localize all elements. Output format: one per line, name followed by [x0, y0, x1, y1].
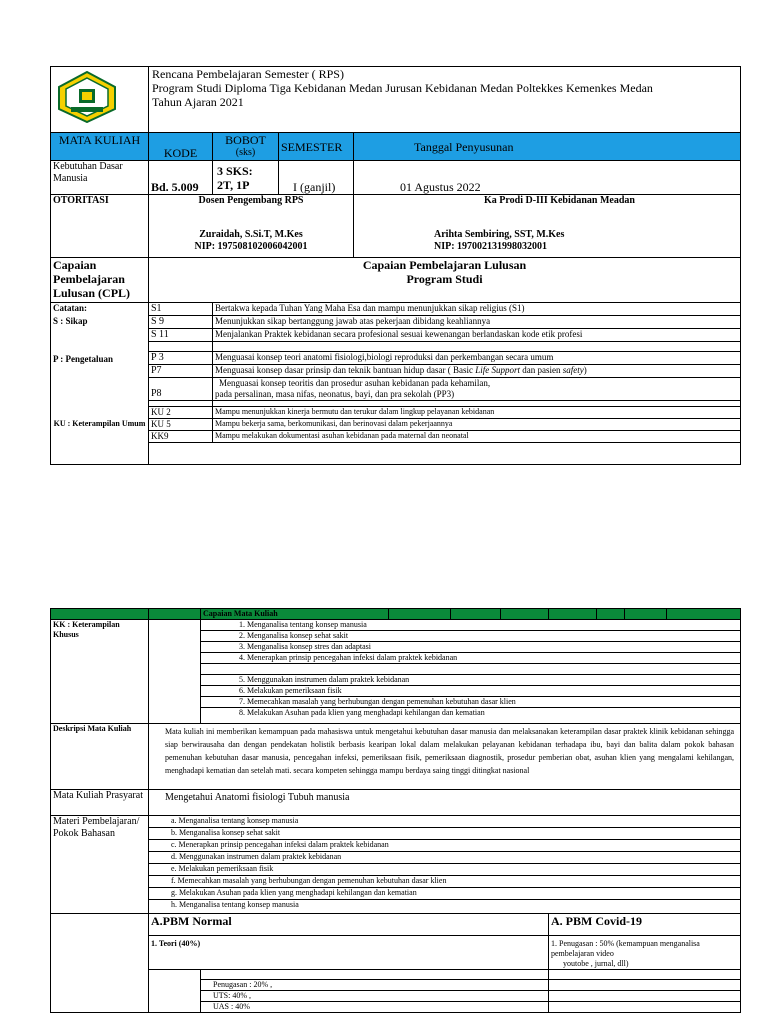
- cpl-text: Mampu melakukan dokumentasi asuhan kebidanan pada maternal dan neonatal: [213, 431, 741, 443]
- penugasan-weight: Penugasan : 20% ,: [201, 980, 549, 991]
- kaprodi-title: Ka Prodi D-III Kebidanan Meadan: [484, 195, 635, 206]
- dosen-title: Dosen Pengembang RPS: [198, 195, 304, 206]
- prasyarat-text: Mengetahui Anatomi fisiologi Tubuh manusia: [149, 790, 741, 816]
- cpl-text: Menunjukkan sikap bertanggung jawab atas pekerjaan dibidang keahliannya: [213, 316, 741, 329]
- course-kode: Bd. 5.009: [149, 161, 213, 195]
- pbm-normal-heading: A.PBM Normal: [149, 914, 549, 936]
- col-bobot-label: BOBOT: [225, 133, 266, 147]
- otoritasi-label: OTORITASI: [51, 195, 149, 258]
- col-bobot-sks: (sks): [235, 147, 256, 158]
- cpl-text-part: Menguasai konsep dasar prinsip dan teknik bantuan hidup dasar ( Basic: [215, 365, 476, 375]
- rps-title-line3: Tahun Ajaran 2021: [152, 95, 244, 109]
- materi-item: e. Melakukan pemeriksaan fisik: [149, 864, 740, 876]
- materi-item: a. Menganalisa tentang konsep manusia: [149, 816, 740, 828]
- covid-penugasan-line2: youtobe , jurnal, dll): [563, 959, 629, 968]
- cpl-text: Menjalankan Praktek kebidanan secara profesional sesuai kewenangan berlandaskan kode etik profesi: [213, 329, 741, 342]
- kk-item: 8. Melakukan Asuhan pada klien yang menghadapi kehilangan dan kematian: [239, 708, 485, 717]
- kk-item: 1. Menganalisa tentang konsep manusia: [201, 620, 740, 631]
- kk-label: KK : Keterampilan Khusus: [51, 620, 149, 724]
- cpl-code: P8: [149, 378, 213, 401]
- rps-header-table: [50, 66, 741, 465]
- cpl-text: Menguasai konsep teori anatomi fisiologi,biologi reproduksi dan perkembangan secara umum: [213, 352, 741, 365]
- logo-cell: [51, 67, 149, 133]
- cpl-heading-line2: Program Studi: [406, 272, 483, 286]
- cmk-heading: Capaian Mata Kuliah: [201, 609, 389, 620]
- deskripsi-text: Mata kuliah ini memberikan kemampuan pada mahasiswa untuk mengetahui kebutuhan dasar manusia dan melaksanakan keterampilan dasar praktek klinik kebidanan sehingga siap berwirausaha dan dengan pendekatan holistik berbasis kearipan lokal dalam melakukan pelayanan kebidanan terhadapa ibu, bayi dan balita dalam pokok bahasan pemenuhan kebutuhan dasar manusia, pencegahan infeksi, pemeriksaan fisik, pemeriksaan diagnostik, prosedur pemberian obat, asuhan klien yang mengalami kehilangan, menghadapi kematian dan setelah mati. secara kompeten sehingga mampu berdaya saing tinggi ditingkat nasional: [149, 724, 741, 790]
- pbm-covid-heading: A. PBM Covid-19: [549, 914, 741, 936]
- covid-penugasan: [549, 936, 741, 970]
- rps-title-line1: Rencana Pembelajaran Semester ( RPS): [152, 67, 344, 81]
- materi-item: c. Menerapkan prinsip pencegahan infeksi dalam praktek kebidanan: [149, 840, 740, 852]
- materi-item: f. Memecahkan masalah yang berhubungan dengan pemenuhan kebutuhan dasar klien: [149, 876, 740, 888]
- kk-list: [201, 620, 741, 724]
- cpl-text-italic: Life Support: [475, 365, 520, 375]
- cpl-code: KU 2: [149, 407, 213, 419]
- course-name: Kebutuhan Dasar Manusia: [51, 161, 149, 195]
- rps-title-line2: Program Studi Diploma Tiga Kebidanan Medan Jurusan Kebidanan Medan Poltekkes Kemenkes Medan: [152, 81, 653, 95]
- materi-item: d. Menggunakan instrumen dalam praktek kebidanan: [149, 852, 740, 864]
- cpl-text: Mampu menunjukkan kinerja bermutu dan terukur dalam lingkup pelayanan kebidanan: [213, 407, 741, 419]
- cpl-heading-line1: Capaian Pembelajaran Lulusan: [362, 258, 527, 272]
- cpl-text-italic: safety: [562, 365, 584, 375]
- sikap-label: S : Sikap: [51, 316, 149, 329]
- rps-title: [149, 67, 741, 133]
- course-bobot-line1: 3 SKS:: [217, 164, 253, 178]
- kaprodi-name: Arihta Sembiring, SST, M.Kes: [434, 229, 565, 240]
- col-bobot: [213, 133, 279, 161]
- cpl-heading: [149, 258, 741, 303]
- col-semester: SEMESTER: [279, 133, 354, 161]
- col-tanggal: Tanggal Penyusunan: [354, 133, 741, 161]
- kk-item: 5. Menggunakan instrumen dalam praktek kebidanan: [201, 675, 740, 686]
- materi-item: b. Menganalisa konsep sehat sakit: [149, 828, 740, 840]
- cpl-code: S 11: [149, 329, 213, 342]
- kaprodi-nip: NIP: 197002131998032001: [434, 241, 548, 252]
- catatan-label: Catatan:: [51, 303, 149, 316]
- covid-penugasan-line1: 1. Penugasan : 50% (kemampuan menganalisa pembelajaran video: [551, 939, 700, 958]
- cpl-code: P7: [149, 365, 213, 378]
- cpl-text-part: ): [583, 365, 587, 375]
- kaprodi-cell: [354, 195, 741, 258]
- uas-weight: UAS : 40%: [201, 1002, 549, 1013]
- cpl-code: KK9: [149, 431, 213, 443]
- pengetahuan-label: P : Pengetaluan: [51, 352, 149, 365]
- dosen-name: Zuraidah, S.Si.T, M.Kes: [199, 229, 303, 240]
- col-kode: KODE: [149, 133, 213, 161]
- uts-weight: UTS: 40% ,: [201, 991, 549, 1002]
- dosen-nip: NIP: 197508102006042001: [194, 241, 308, 252]
- course-tanggal: 01 Agustus 2022: [354, 161, 741, 195]
- materi-list: [149, 816, 741, 914]
- col-mata-kuliah: MATA KULIAH: [51, 133, 149, 161]
- poltekkes-logo-icon: [53, 71, 121, 123]
- kk-item: 7. Memecahkan masalah yang berhubungan dengan pemenuhan kebutuhan dasar klien: [201, 697, 740, 708]
- kk-item: 2. Menganalisa konsep sehat sakit: [201, 631, 740, 642]
- kk-item: 3. Menganalisa konsep stres dan adaptasi: [201, 642, 740, 653]
- kk-item: 6. Melakukan pemeriksaan fisik: [201, 686, 740, 697]
- cpl-text: Bertakwa kepada Tuhan Yang Maha Esa dan mampu menunjukkan sikap religius (S1): [213, 303, 741, 316]
- course-bobot-line2: 2T, 1P: [217, 178, 250, 192]
- cpl-text: [213, 378, 741, 401]
- cpl-label: Capaian Pembelajaran Lulusan (CPL): [51, 258, 149, 303]
- cpl-text-line1: Menguasai konsep teoritis dan prosedur asuhan kebidanan pada kehamilan,: [219, 378, 491, 388]
- materi-item: g. Melakukan Asuhan pada klien yang menghadapi kehilangan dan kematian: [149, 888, 740, 900]
- deskripsi-label: Deskripsi Mata Kuliah: [51, 724, 149, 790]
- teori-label: 1. Teori (40%): [149, 936, 549, 970]
- course-detail-table: [50, 608, 741, 1013]
- course-semester: I (ganjil): [279, 161, 354, 195]
- materi-item: h. Menganalisa tentang konsep manusia: [171, 900, 299, 909]
- cpl-text-part: dan pasien: [519, 365, 563, 375]
- kk-item: 4. Menerapkan prinsip pencegahan infeksi dalam praktek kebidanan: [201, 653, 740, 664]
- materi-label: Materi Pembelajaran/ Pokok Bahasan: [51, 816, 149, 914]
- cpl-code: S 9: [149, 316, 213, 329]
- cpl-text: Mampu bekerja sama, berkomunikasi, dan berinovasi dalam pekerjaannya: [213, 419, 741, 431]
- cpl-text-line2: pada persalinan, masa nifas, neonatus, bayi, dan pra sekolah (PP3): [215, 389, 455, 399]
- dosen-cell: [149, 195, 354, 258]
- cpl-code: P 3: [149, 352, 213, 365]
- cpl-code: KU 5: [149, 419, 213, 431]
- cpl-code: S1: [149, 303, 213, 316]
- ku-label: KU : Keterampilan Umum: [51, 419, 149, 443]
- prasyarat-label: Mata Kuliah Prasyarat: [51, 790, 149, 816]
- cpl-text: [213, 365, 741, 378]
- kk-item: [201, 664, 740, 675]
- course-bobot: [213, 161, 279, 195]
